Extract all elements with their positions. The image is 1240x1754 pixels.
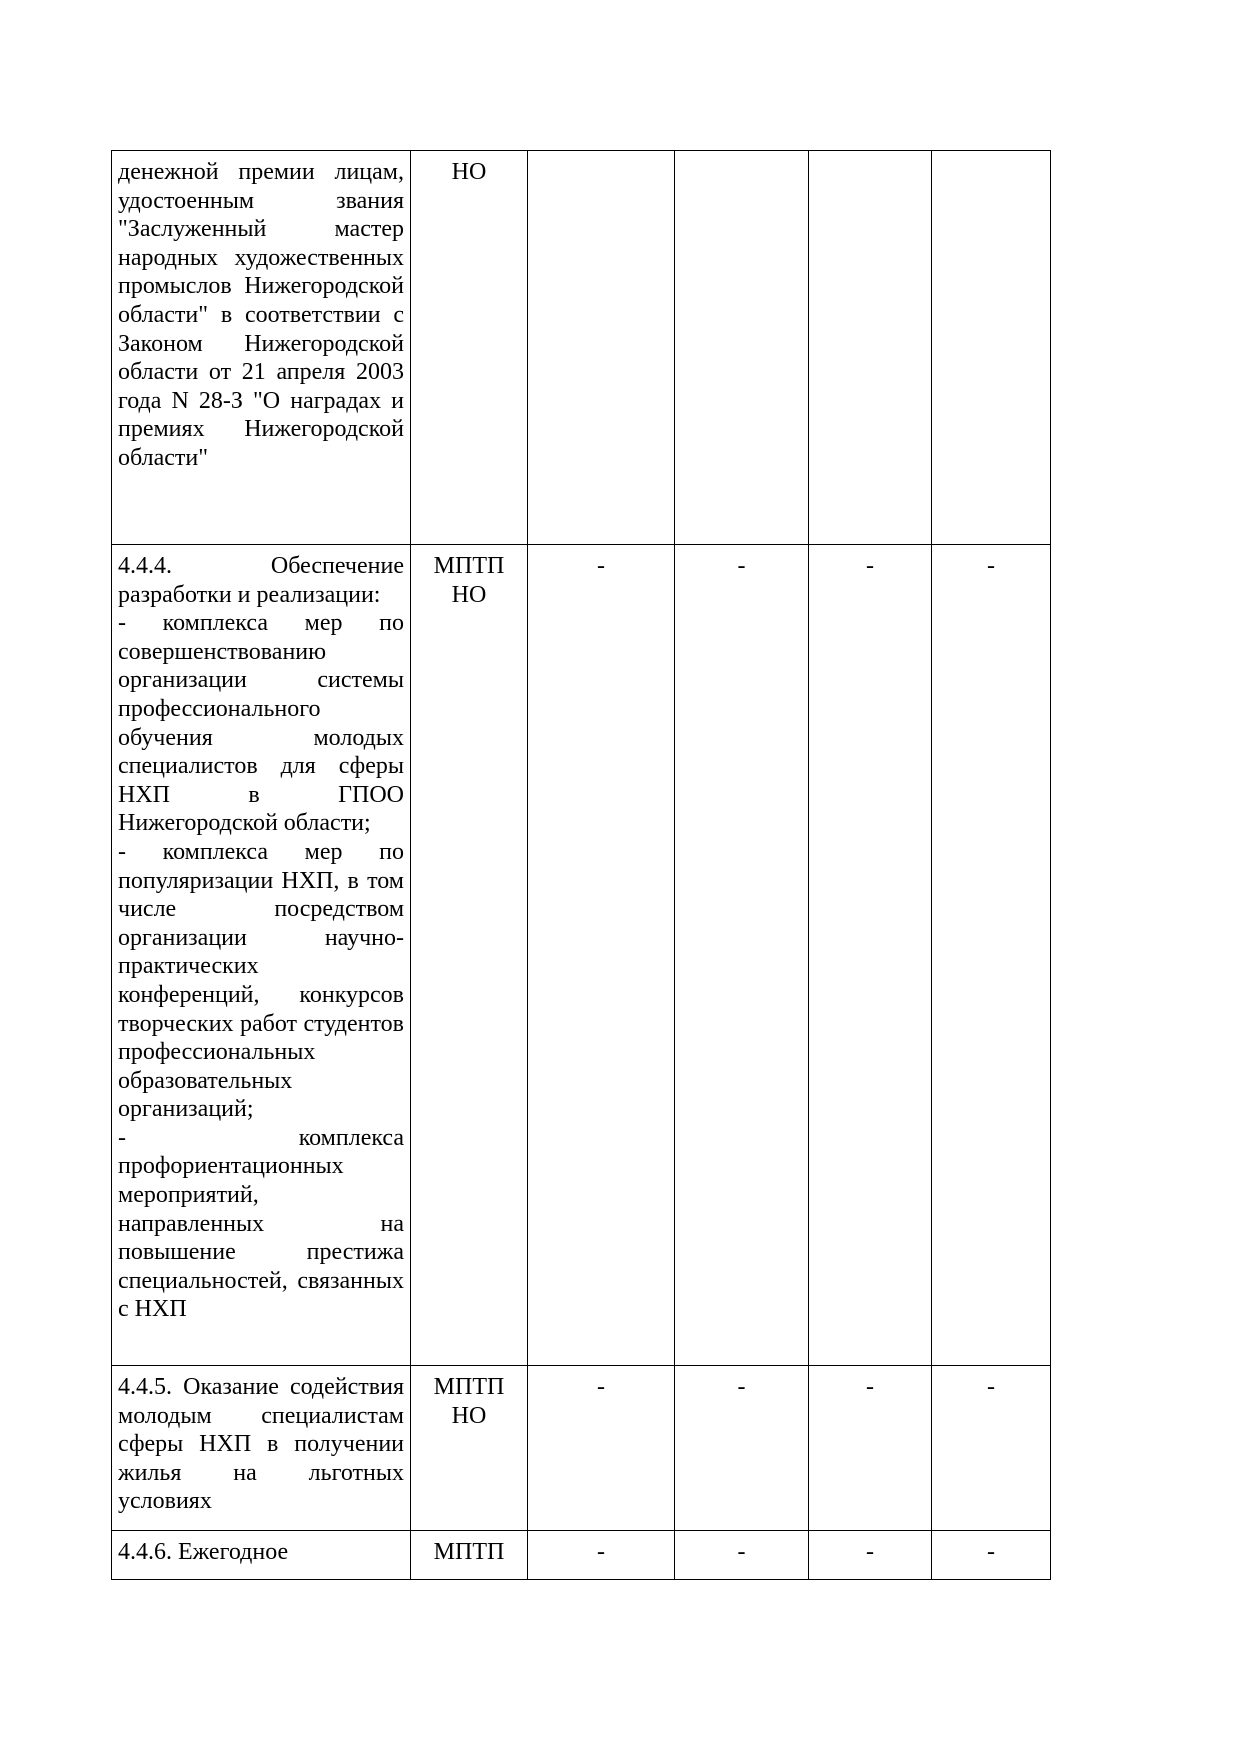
measures-table [111, 150, 1051, 1580]
value-cell: - [675, 545, 809, 1366]
table-row [112, 545, 1051, 1366]
executor-cell [411, 1531, 528, 1580]
value-cell [675, 151, 809, 545]
value-cell: - [809, 1366, 932, 1531]
value-cell [809, 151, 932, 545]
value-cell: - [675, 1366, 809, 1531]
value-cell: - [528, 1531, 675, 1580]
executor: НО [451, 159, 487, 185]
measure-description: 4.4.5. Оказание содействия молодым специалистам сферы НХП в получении жилья на льготных условиях [118, 1374, 404, 1515]
measure-description-cell [112, 545, 411, 1366]
value-cell: - [675, 1531, 809, 1580]
executor: МПТП НО [433, 1374, 505, 1429]
value-cell: - [528, 1366, 675, 1531]
executor-cell [411, 1366, 528, 1531]
value-cell: - [932, 1531, 1051, 1580]
executor-cell [411, 151, 528, 545]
value-cell: - [528, 545, 675, 1366]
measure-description: 4.4.6. Ежегодное [118, 1539, 289, 1565]
measure-description: 4.4.4. Обеспечение разработки и реализации: - комплекса мер по совершенствованию организации системы профессионального обучения молодых специалистов для сферы НХП в ГПОО Нижегородской области; - комплекса мер по популяризации НХП, в том числе посредством организации научно-практических конференций, конкурсов творческих работ студентов профессиональных образовательных организаций; - комплекса профориентационных мероприятий, направленных на повышение престижа специальностей, связанных с НХП [118, 553, 404, 1323]
executor-cell [411, 545, 528, 1366]
measure-description-cell [112, 1366, 411, 1531]
value-cell [528, 151, 675, 545]
executor: МПТП [433, 1539, 505, 1565]
table-row [112, 1366, 1051, 1531]
executor: МПТП НО [433, 553, 505, 608]
value-cell: - [932, 545, 1051, 1366]
table-row [112, 151, 1051, 545]
value-cell: - [809, 1531, 932, 1580]
value-cell: - [932, 1366, 1051, 1531]
value-cell [932, 151, 1051, 545]
measure-description-cell [112, 151, 411, 545]
measure-description: денежной премии лицам, удостоенным звания "Заслуженный мастер народных художественных промыслов Нижегородской области" в соответствии с Законом Нижегородской области от 21 апреля 2003 года N 28-З "О наградах и премиях Нижегородской области" [118, 159, 404, 471]
table-row [112, 1531, 1051, 1580]
value-cell: - [809, 545, 932, 1366]
measure-description-cell [112, 1531, 411, 1580]
